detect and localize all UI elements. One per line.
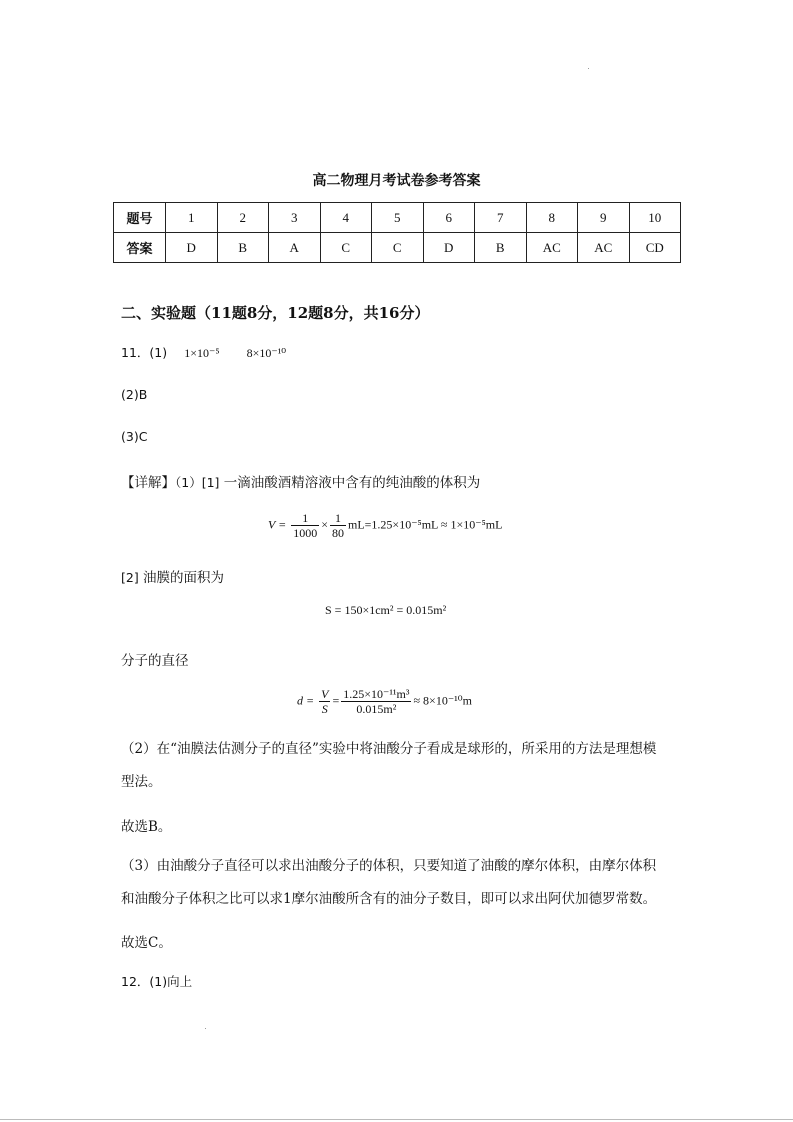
eq3-fraction-2 xyxy=(341,687,411,716)
detail-ref-2: [2] xyxy=(121,570,139,585)
table-cell: B xyxy=(475,233,527,263)
eq1-fraction-1 xyxy=(291,511,319,540)
q11-answer-line xyxy=(121,342,286,361)
detail-part3-choice: 故选C。 xyxy=(121,935,172,951)
row-header-answer: 答案 xyxy=(114,233,166,263)
table-cell: 7 xyxy=(475,203,527,233)
table-cell: AC xyxy=(526,233,578,263)
diameter-text: 分子的直径 xyxy=(121,653,189,669)
table-cell: 6 xyxy=(423,203,475,233)
eq3-rhs: ≈ 8×10⁻¹⁰m xyxy=(413,693,472,708)
page-speck xyxy=(588,68,589,69)
eq3-f2-num: 1.25×10⁻¹¹m³ xyxy=(343,687,410,701)
eq1-f2-den: 80 xyxy=(332,526,344,540)
table-cell: 5 xyxy=(372,203,424,233)
q11-answer-1: 1×10⁻⁵ xyxy=(184,346,220,360)
table-cell: B xyxy=(217,233,269,263)
q12-answer-line: 12．(1)向上 xyxy=(121,974,193,989)
row-header-number: 题号 xyxy=(114,203,166,233)
q11-label: 11．(1) xyxy=(121,345,168,360)
page-speck xyxy=(205,1028,206,1029)
table-row xyxy=(114,233,681,263)
eq3-f2-den: 0.015m² xyxy=(356,702,397,716)
equation-area: S = 150×1cm² = 0.015m² xyxy=(325,603,447,617)
detail-part3-line1: （3）由油酸分子直径可以求出油酸分子的体积，只要知道了油酸的摩尔体积，由摩尔体积 xyxy=(121,858,657,874)
table-cell: 1 xyxy=(166,203,218,233)
detail-part-number: （1） xyxy=(175,475,202,490)
q11-part3-answer: (3)C xyxy=(121,429,148,444)
table-row xyxy=(114,203,681,233)
eq3-f1-den: S xyxy=(321,702,328,716)
area-line xyxy=(121,566,224,586)
table-cell: 9 xyxy=(578,203,630,233)
detail-part3 xyxy=(121,850,681,916)
eq3-fraction-1 xyxy=(319,687,330,716)
detail-part2 xyxy=(121,733,681,799)
page-bottom-edge xyxy=(0,1119,793,1120)
table-cell: A xyxy=(269,233,321,263)
equation-volume: V = $\frac{1}{1000}$ × $\frac{1}{80}$ mL=1.25×10⁻⁵mL ≈ 1×10⁻⁵mL xyxy=(268,511,503,540)
section-title: 二、实验题（11题8分，12题8分，共16分） xyxy=(121,304,430,322)
table-cell: D xyxy=(423,233,475,263)
table-cell: 8 xyxy=(526,203,578,233)
area-text: 油膜的面积为 xyxy=(143,570,225,586)
detail-intro-text: 一滴油酸酒精溶液中含有的纯油酸的体积为 xyxy=(223,475,481,491)
eq1-f1-num: 1 xyxy=(291,511,319,526)
eq3-lhs: d = xyxy=(297,693,315,708)
table-cell: 2 xyxy=(217,203,269,233)
q11-part2-answer: (2)B xyxy=(121,387,148,402)
eq1-fraction-2 xyxy=(330,511,346,540)
detail-part2-line2: 型法。 xyxy=(121,774,162,790)
table-cell: D xyxy=(166,233,218,263)
answer-table xyxy=(113,202,681,263)
table-cell: 3 xyxy=(269,203,321,233)
detail-intro xyxy=(121,471,480,491)
eq1-lhs: V = xyxy=(268,517,287,532)
table-cell: AC xyxy=(578,233,630,263)
detail-ref-1: [1] xyxy=(201,475,220,490)
eq1-f1-den: 1000 xyxy=(293,526,318,540)
table-cell: C xyxy=(372,233,424,263)
eq1-f2-num: 1 xyxy=(330,511,346,526)
equation-diameter: d = $\frac{V}{S}$ = $\frac{\text{1.25×10⁻¹¹m³}}{\text{0.015m²}}$ ≈ 8×10⁻¹⁰m xyxy=(297,687,472,716)
table-cell: 10 xyxy=(629,203,681,233)
page-title: 高二物理月考试卷参考答案 xyxy=(312,173,481,189)
detail-part2-choice: 故选B。 xyxy=(121,819,172,835)
table-cell: CD xyxy=(629,233,681,263)
detail-part2-line1: （2）在“油膜法估测分子的直径”实验中将油酸分子看成是球形的，所采用的方法是理想模 xyxy=(121,741,657,757)
detail-tag: 【详解】 xyxy=(121,475,175,491)
table-cell: C xyxy=(320,233,372,263)
eq3-f1-num: V xyxy=(321,687,329,701)
detail-part3-line2: 和油酸分子体积之比可以求1摩尔油酸所含有的油分子数目，即可以求出阿伏加德罗常数。 xyxy=(121,891,657,907)
table-cell: 4 xyxy=(320,203,372,233)
eq1-rhs: mL=1.25×10⁻⁵mL ≈ 1×10⁻⁵mL xyxy=(348,517,503,532)
q11-answer-2: 8×10⁻¹⁰ xyxy=(246,346,287,360)
